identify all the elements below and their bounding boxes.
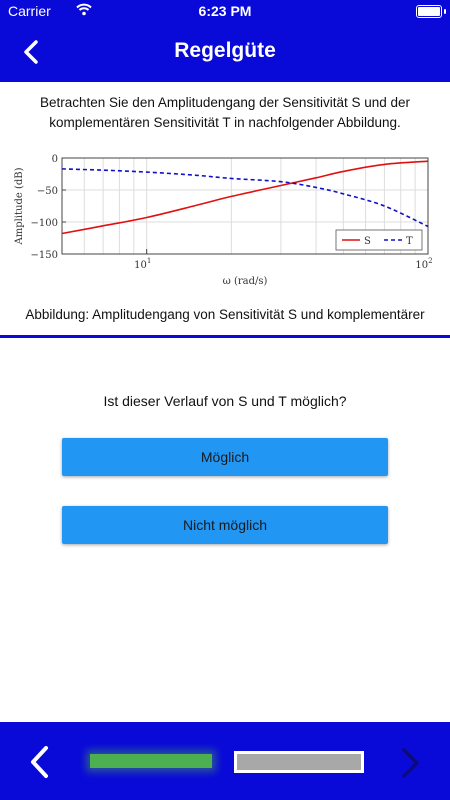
previous-question-button[interactable] bbox=[26, 744, 56, 780]
y-tick-label: 0 bbox=[51, 154, 58, 165]
carrier-label: Carrier bbox=[8, 3, 51, 19]
battery-tip bbox=[444, 9, 446, 14]
page-title: Regelgüte bbox=[174, 39, 276, 62]
answer-not-possible-button[interactable]: Nicht möglich bbox=[62, 506, 388, 544]
section-divider bbox=[0, 335, 450, 338]
question-intro: Betrachten Sie den Amplitudengang der Sensitivität S und der komplementären Sensitivität T in nachfolgender Abbildung. bbox=[40, 95, 410, 130]
amplitude-chart bbox=[0, 146, 450, 292]
status-bar bbox=[0, 0, 450, 22]
legend-label-S: S bbox=[364, 236, 371, 247]
x-tick-label: $10^2$ bbox=[415, 257, 433, 271]
x-tick-label: $10^1$ bbox=[134, 257, 152, 271]
y-tick-label: −100 bbox=[30, 218, 58, 229]
progress-segment-answered[interactable] bbox=[90, 754, 212, 768]
chevron-left-icon bbox=[26, 744, 56, 780]
y-tick-label: −50 bbox=[36, 186, 58, 197]
clock: 6:23 PM bbox=[198, 3, 252, 19]
series-line-S bbox=[62, 161, 428, 233]
bottom-nav-bar bbox=[0, 722, 450, 800]
question-prompt: Ist dieser Verlauf von S und T möglich? bbox=[103, 393, 347, 409]
battery-icon bbox=[416, 5, 442, 18]
y-tick-label: −150 bbox=[30, 250, 58, 261]
series-line-T bbox=[62, 169, 428, 227]
next-question-button[interactable] bbox=[396, 746, 426, 780]
y-axis-label: Amplitude (dB) bbox=[14, 167, 25, 245]
x-axis-label: ω (rad/s) bbox=[222, 276, 268, 287]
answer-possible-button[interactable]: Möglich bbox=[62, 438, 388, 476]
nav-header bbox=[0, 22, 450, 82]
chevron-right-icon bbox=[396, 746, 426, 780]
progress-segment-current[interactable] bbox=[234, 751, 364, 773]
legend-label-T: T bbox=[406, 236, 413, 247]
figure-caption: Abbildung: Amplitudengang von Sensitivität S und komplementärer bbox=[25, 307, 425, 322]
